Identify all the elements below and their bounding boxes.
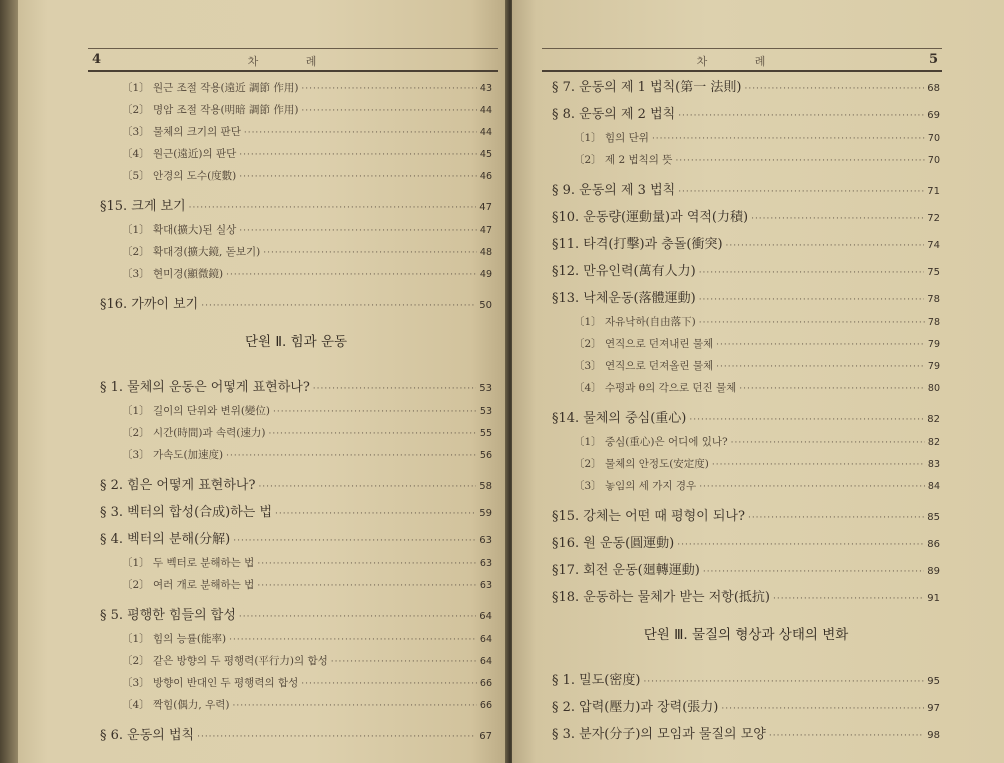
dot-leader	[239, 612, 476, 622]
entry-title: §17. 회전 운동(廻轉運動)	[552, 563, 700, 578]
toc-section-entry	[100, 724, 492, 743]
dot-leader	[244, 128, 477, 138]
entry-title: § 3. 분자(分子)의 모임과 물질의 모양	[552, 727, 766, 742]
left-page	[18, 0, 510, 763]
unit-heading: 단원 Ⅲ. 물질의 형상과 상태의 변화	[643, 627, 849, 643]
entry-title: § 2. 힘은 어떻게 표현하나?	[100, 478, 256, 493]
toc-subsection-entry	[100, 222, 492, 237]
dot-leader	[229, 635, 477, 645]
dot-leader	[275, 509, 476, 519]
entry-title: 〔2〕 연직으로 던져내린 물체	[574, 338, 714, 350]
dot-leader	[201, 301, 476, 311]
toc-section-entry	[552, 76, 940, 95]
entry-title: § 4. 벡터의 분해(分解)	[100, 532, 231, 547]
entry-page-number: 43	[479, 83, 492, 94]
entry-page-number: 63	[479, 535, 492, 546]
entry-page-number: 68	[927, 83, 940, 94]
toc-subsection-entry	[100, 577, 492, 592]
toc-section-entry	[100, 474, 492, 493]
toc-section-entry	[552, 179, 940, 198]
entry-page-number: 58	[479, 481, 492, 492]
toc-section-entry	[552, 407, 940, 426]
entry-title: §10. 운동량(運動量)과 역적(力積)	[552, 210, 749, 225]
toc-subsection-entry	[552, 336, 940, 351]
dot-leader	[699, 295, 925, 305]
toc-subsection-entry	[100, 266, 492, 281]
entry-page-number: 46	[479, 171, 492, 182]
toc-subsection-entry	[552, 314, 940, 329]
entry-page-number: 63	[479, 580, 492, 591]
toc-section-entry	[552, 505, 940, 524]
entry-page-number: 55	[479, 428, 492, 439]
entry-title: 〔4〕 짝힘(偶力, 우력)	[122, 699, 230, 711]
entry-page-number: 91	[927, 593, 940, 604]
entry-title: §13. 낙체운동(落體運動)	[552, 291, 696, 306]
entry-page-number: 82	[927, 437, 940, 448]
toc-section-entry	[100, 528, 492, 547]
entry-title: § 5. 평행한 힘들의 합성	[100, 608, 236, 623]
entry-page-number: 70	[927, 155, 940, 166]
toc-subsection-entry	[100, 403, 492, 418]
book-edge	[0, 0, 20, 763]
dot-leader	[226, 451, 477, 461]
toc-subsection-entry	[100, 653, 492, 668]
entry-page-number: 75	[927, 267, 940, 278]
dot-leader	[301, 106, 476, 116]
dot-leader	[331, 657, 477, 667]
dot-leader	[712, 460, 925, 470]
entry-page-number: 79	[927, 361, 940, 372]
unit-heading: 단원 Ⅱ. 힘과 운동	[244, 334, 348, 350]
entry-page-number: 64	[479, 634, 492, 645]
entry-page-number: 72	[927, 213, 940, 224]
toc-section-entry	[552, 669, 940, 688]
entry-title: §14. 물체의 중심(重心)	[552, 411, 687, 426]
entry-title: 〔2〕 명암 조절 작용(明暗 調節 作用)	[122, 104, 299, 116]
entry-title: § 7. 운동의 제 1 법칙(第一 法則)	[552, 80, 742, 95]
toc-section-entry	[100, 501, 492, 520]
dot-leader	[721, 704, 924, 714]
toc-subsection-entry	[552, 456, 940, 471]
dot-leader	[751, 214, 924, 224]
entry-title: § 1. 밀도(密度)	[552, 673, 641, 688]
dot-leader	[233, 536, 476, 546]
toc-subsection-entry	[552, 478, 940, 493]
entry-page-number: 86	[927, 539, 940, 550]
toc-subsection-entry	[100, 80, 492, 95]
entry-title: § 2. 압력(壓力)과 장력(張力)	[552, 700, 719, 715]
toc-subsection-entry	[100, 697, 492, 712]
dot-leader	[239, 150, 477, 160]
dot-leader	[652, 134, 925, 144]
entry-title: 〔1〕 두 벡터로 분해하는 법	[122, 557, 255, 569]
right-page	[512, 0, 1004, 763]
dot-leader	[739, 384, 925, 394]
entry-page-number: 67	[479, 731, 492, 742]
dot-leader	[313, 384, 476, 394]
entry-title: 〔1〕 원근 조절 작용(遠近 調節 作用)	[122, 82, 299, 94]
entry-page-number: 47	[479, 225, 492, 236]
entry-title: 〔2〕 시간(時間)과 속력(速力)	[122, 427, 266, 439]
entry-title: § 8. 운동의 제 2 법칙	[552, 107, 676, 122]
dot-leader	[239, 172, 477, 182]
entry-page-number: 78	[927, 317, 940, 328]
entry-title: 〔5〕 안경의 도수(度數)	[122, 170, 237, 182]
dot-leader	[678, 187, 924, 197]
toc-section-entry	[100, 604, 492, 623]
running-title: 차 례	[696, 55, 788, 68]
entry-title: §12. 만유인력(萬有人力)	[552, 264, 696, 279]
entry-page-number: 64	[479, 656, 492, 667]
toc-subsection-entry	[552, 380, 940, 395]
entry-title: §11. 타격(打擊)과 충돌(衝突)	[552, 237, 723, 252]
entry-title: §15. 강체는 어떤 때 평형이 되나?	[552, 509, 745, 524]
dot-leader	[726, 241, 925, 251]
entry-page-number: 78	[927, 294, 940, 305]
entry-page-number: 48	[479, 247, 492, 258]
left-page-header	[88, 48, 498, 72]
toc-section-entry	[552, 260, 940, 279]
entry-title: 〔4〕 원근(遠近)의 판단	[122, 148, 237, 160]
toc-section-entry	[552, 103, 940, 122]
toc-section-entry	[552, 233, 940, 252]
entry-title: § 6. 운동의 법칙	[100, 728, 195, 743]
entry-title: 〔1〕 확대(擴大)된 실상	[122, 224, 237, 236]
dot-leader	[677, 540, 924, 550]
running-title: 차 례	[247, 55, 339, 68]
entry-title: §16. 가까이 보기	[100, 297, 199, 312]
toc-subsection-entry	[100, 425, 492, 440]
entry-page-number: 74	[927, 240, 940, 251]
entry-title: 〔3〕 놓임의 세 가지 경우	[574, 480, 697, 492]
toc-section-entry	[552, 206, 940, 225]
toc-section-entry	[100, 293, 492, 312]
toc-subsection-entry	[100, 168, 492, 183]
toc-section-entry	[100, 195, 492, 214]
dot-leader	[699, 268, 925, 278]
entry-page-number: 53	[479, 406, 492, 417]
dot-leader	[232, 701, 476, 711]
dot-leader	[301, 84, 476, 94]
dot-leader	[257, 559, 477, 569]
dot-leader	[744, 84, 924, 94]
entry-page-number: 95	[927, 676, 940, 687]
entry-title: 〔1〕 길이의 단위와 변위(變位)	[122, 405, 271, 417]
dot-leader	[263, 248, 477, 258]
entry-title: 〔3〕 방향이 반대인 두 평행력의 합성	[122, 677, 299, 689]
entry-page-number: 84	[927, 481, 940, 492]
toc-subsection-entry	[100, 124, 492, 139]
entry-page-number: 98	[927, 730, 940, 741]
entry-page-number: 83	[927, 459, 940, 470]
toc-subsection-entry	[552, 434, 940, 449]
toc-subsection-entry	[100, 146, 492, 161]
right-page-header	[542, 48, 942, 72]
page-number: 4	[92, 52, 102, 67]
entry-title: 〔3〕 가속도(加速度)	[122, 449, 224, 461]
entry-title: 〔3〕 연직으로 던져올린 물체	[574, 360, 714, 372]
entry-page-number: 47	[479, 202, 492, 213]
entry-page-number: 70	[927, 133, 940, 144]
toc-subsection-entry	[100, 675, 492, 690]
entry-page-number: 66	[479, 678, 492, 689]
entry-title: 〔4〕 수평과 θ의 각으로 던진 물체	[574, 382, 737, 394]
page-number: 5	[928, 52, 938, 67]
dot-leader	[197, 732, 476, 742]
entry-title: § 3. 벡터의 합성(合成)하는 법	[100, 505, 273, 520]
toc-subsection-entry	[100, 631, 492, 646]
dot-leader	[703, 567, 924, 577]
toc-section-entry	[552, 586, 940, 605]
entry-page-number: 97	[927, 703, 940, 714]
toc-subsection-entry	[552, 358, 940, 373]
entry-page-number: 82	[927, 414, 940, 425]
dot-leader	[258, 482, 476, 492]
toc-subsection-entry	[100, 555, 492, 570]
entry-title: 〔2〕 물체의 안정도(安定度)	[574, 458, 709, 470]
entry-title: 〔1〕 힘의 능률(能率)	[122, 633, 227, 645]
toc-section-entry	[552, 559, 940, 578]
dot-leader	[731, 438, 925, 448]
entry-page-number: 85	[927, 512, 940, 523]
dot-leader	[239, 226, 477, 236]
entry-page-number: 69	[927, 110, 940, 121]
entry-title: §15. 크게 보기	[100, 199, 186, 214]
dot-leader	[301, 679, 477, 689]
entry-page-number: 45	[479, 149, 492, 160]
dot-leader	[643, 677, 924, 687]
entry-page-number: 50	[479, 300, 492, 311]
toc-section-entry	[552, 723, 940, 742]
dot-leader	[748, 513, 924, 523]
entry-page-number: 71	[927, 186, 940, 197]
toc-subsection-entry	[552, 130, 940, 145]
dot-leader	[226, 270, 477, 280]
entry-page-number: 66	[479, 700, 492, 711]
dot-leader	[716, 362, 925, 372]
entry-title: 〔1〕 중심(重心)은 어디에 있나?	[574, 436, 728, 448]
entry-title: § 9. 운동의 제 3 법칙	[552, 183, 676, 198]
dot-leader	[678, 111, 924, 121]
toc-subsection-entry	[100, 447, 492, 462]
entry-title: §16. 원 운동(圓運動)	[552, 536, 675, 551]
toc-subsection-entry	[552, 152, 940, 167]
entry-title: 〔2〕 같은 방향의 두 평행력(平行力)의 합성	[122, 655, 328, 667]
entry-page-number: 64	[479, 611, 492, 622]
entry-title: § 1. 물체의 운동은 어떻게 표현하나?	[100, 380, 310, 395]
entry-page-number: 44	[479, 105, 492, 116]
toc-subsection-entry	[100, 102, 492, 117]
dot-leader	[699, 482, 925, 492]
entry-page-number: 59	[479, 508, 492, 519]
dot-leader	[773, 594, 924, 604]
entry-page-number: 63	[479, 558, 492, 569]
dot-leader	[699, 318, 925, 328]
entry-page-number: 80	[927, 383, 940, 394]
toc-section-entry	[552, 532, 940, 551]
entry-title: 〔2〕 제 2 법칙의 뜻	[574, 154, 673, 166]
entry-title: 〔1〕 자유낙하(自由落下)	[574, 316, 696, 328]
dot-leader	[268, 429, 476, 439]
entry-page-number: 56	[479, 450, 492, 461]
toc-section-entry	[552, 696, 940, 715]
entry-title: 〔2〕 확대경(擴大鏡, 돋보기)	[122, 246, 261, 258]
dot-leader	[273, 407, 477, 417]
toc-section-entry	[100, 376, 492, 395]
entry-page-number: 44	[479, 127, 492, 138]
dot-leader	[675, 156, 924, 166]
entry-page-number: 49	[479, 269, 492, 280]
entry-page-number: 89	[927, 566, 940, 577]
dot-leader	[689, 415, 924, 425]
toc-section-entry	[552, 287, 940, 306]
dot-leader	[189, 203, 477, 213]
dot-leader	[716, 340, 925, 350]
entry-title: 〔3〕 현미경(顯微鏡)	[122, 268, 224, 280]
entry-page-number: 53	[479, 383, 492, 394]
entry-title: 〔2〕 여러 개로 분해하는 법	[122, 579, 255, 591]
entry-title: 〔1〕 힘의 단위	[574, 132, 649, 144]
entry-title: §18. 운동하는 물체가 받는 저항(抵抗)	[552, 590, 770, 605]
entry-page-number: 79	[927, 339, 940, 350]
dot-leader	[769, 731, 924, 741]
entry-title: 〔3〕 물체의 크기의 판단	[122, 126, 241, 138]
toc-subsection-entry	[100, 244, 492, 259]
dot-leader	[257, 581, 477, 591]
